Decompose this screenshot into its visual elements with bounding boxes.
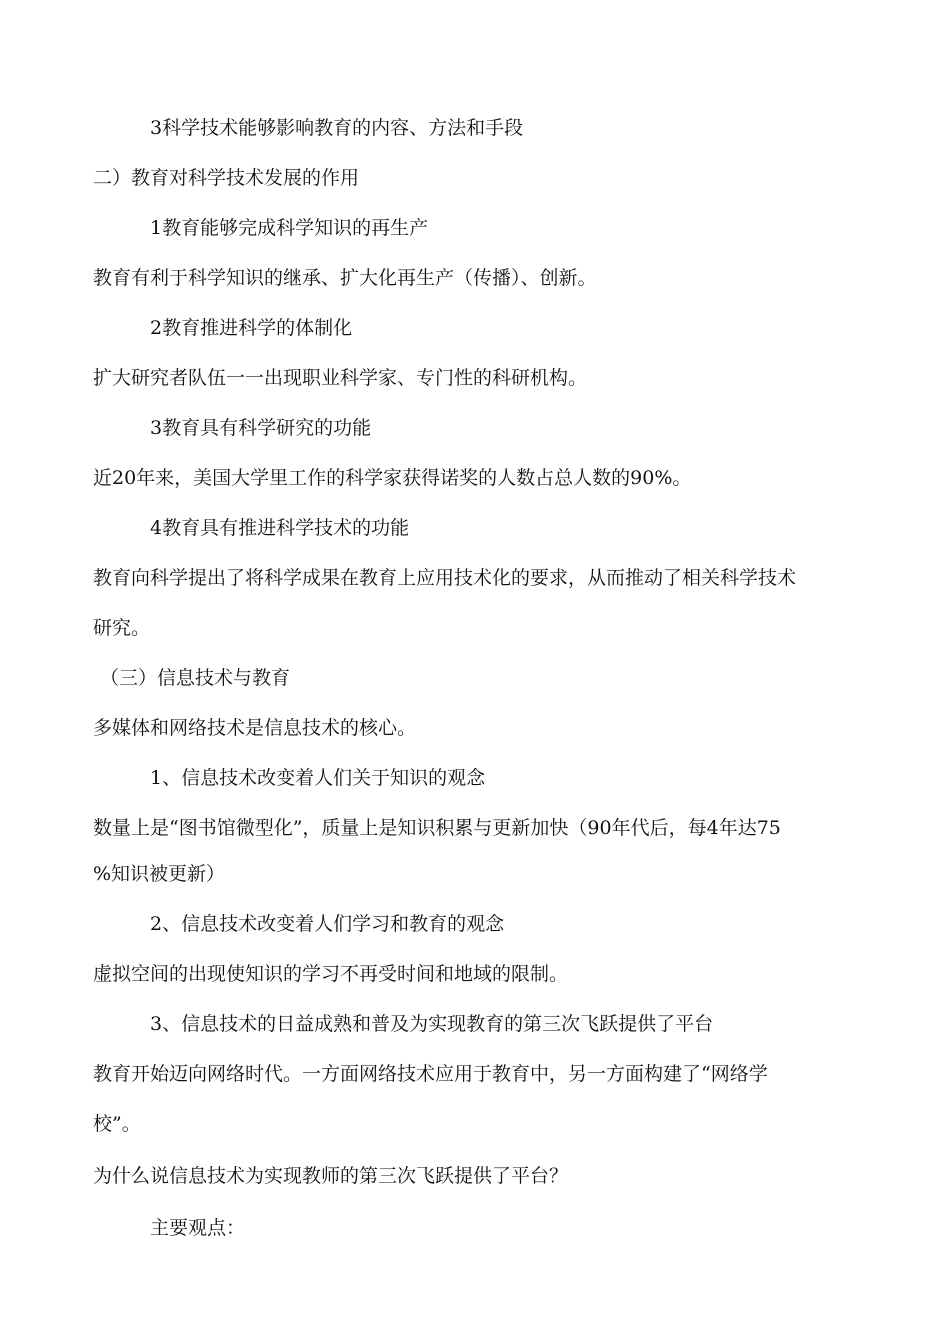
body-paragraph-continuation: 校”。: [93, 1113, 141, 1135]
subsection-heading: 1、信息技术改变着人们关于知识的观念: [150, 767, 486, 789]
subsection-heading: 3、信息技术的日益成熟和普及为实现教育的第三次飞跃提供了平台: [150, 1013, 714, 1035]
subsection-heading: 4教育具有推进科学技术的功能: [150, 517, 410, 539]
subsection-heading: 1教育能够完成科学知识的再生产: [150, 217, 429, 239]
question-paragraph: 为什么说信息技术为实现教师的第三次飞跃提供了平台？: [93, 1165, 569, 1187]
body-paragraph: 教育有利于科学知识的继承、扩大化再生产（传播）、创新。: [93, 267, 597, 289]
body-paragraph: 近20年来，美国大学里工作的科学家获得诺奖的人数占总人数的90%。: [93, 467, 692, 489]
body-paragraph: 教育向科学提出了将科学成果在教育上应用技术化的要求，从而推动了相关科学技术: [93, 567, 797, 589]
subsection-heading: 2、信息技术改变着人们学习和教育的观念: [150, 913, 505, 935]
subsection-heading: 3教育具有科学研究的功能: [150, 417, 372, 439]
subsection-heading: 2教育推进科学的体制化: [150, 317, 353, 339]
body-paragraph-continuation: 研究。: [93, 617, 151, 639]
section-heading: 二）教育对科学技术发展的作用: [93, 167, 360, 189]
body-paragraph: 数量上是“图书馆微型化”，质量上是知识积累与更新加快（90年代后，每4年达75: [93, 817, 781, 839]
body-paragraph: 多媒体和网络技术是信息技术的核心。: [93, 717, 417, 739]
body-paragraph: 教育开始迈向网络时代。一方面网络技术应用于教育中，另一方面构建了“网络学: [93, 1063, 768, 1085]
body-paragraph-continuation: %知识被更新）: [93, 863, 226, 885]
section-heading: （三）信息技术与教育: [100, 667, 291, 689]
subsection-heading: 3科学技术能够影响教育的内容、方法和手段: [150, 117, 524, 139]
subsection-heading: 主要观点：: [150, 1217, 246, 1239]
body-paragraph: 扩大研究者队伍一一出现职业科学家、专门性的科研机构。: [93, 367, 588, 389]
body-paragraph: 虚拟空间的出现使知识的学习不再受时间和地域的限制。: [93, 963, 569, 985]
